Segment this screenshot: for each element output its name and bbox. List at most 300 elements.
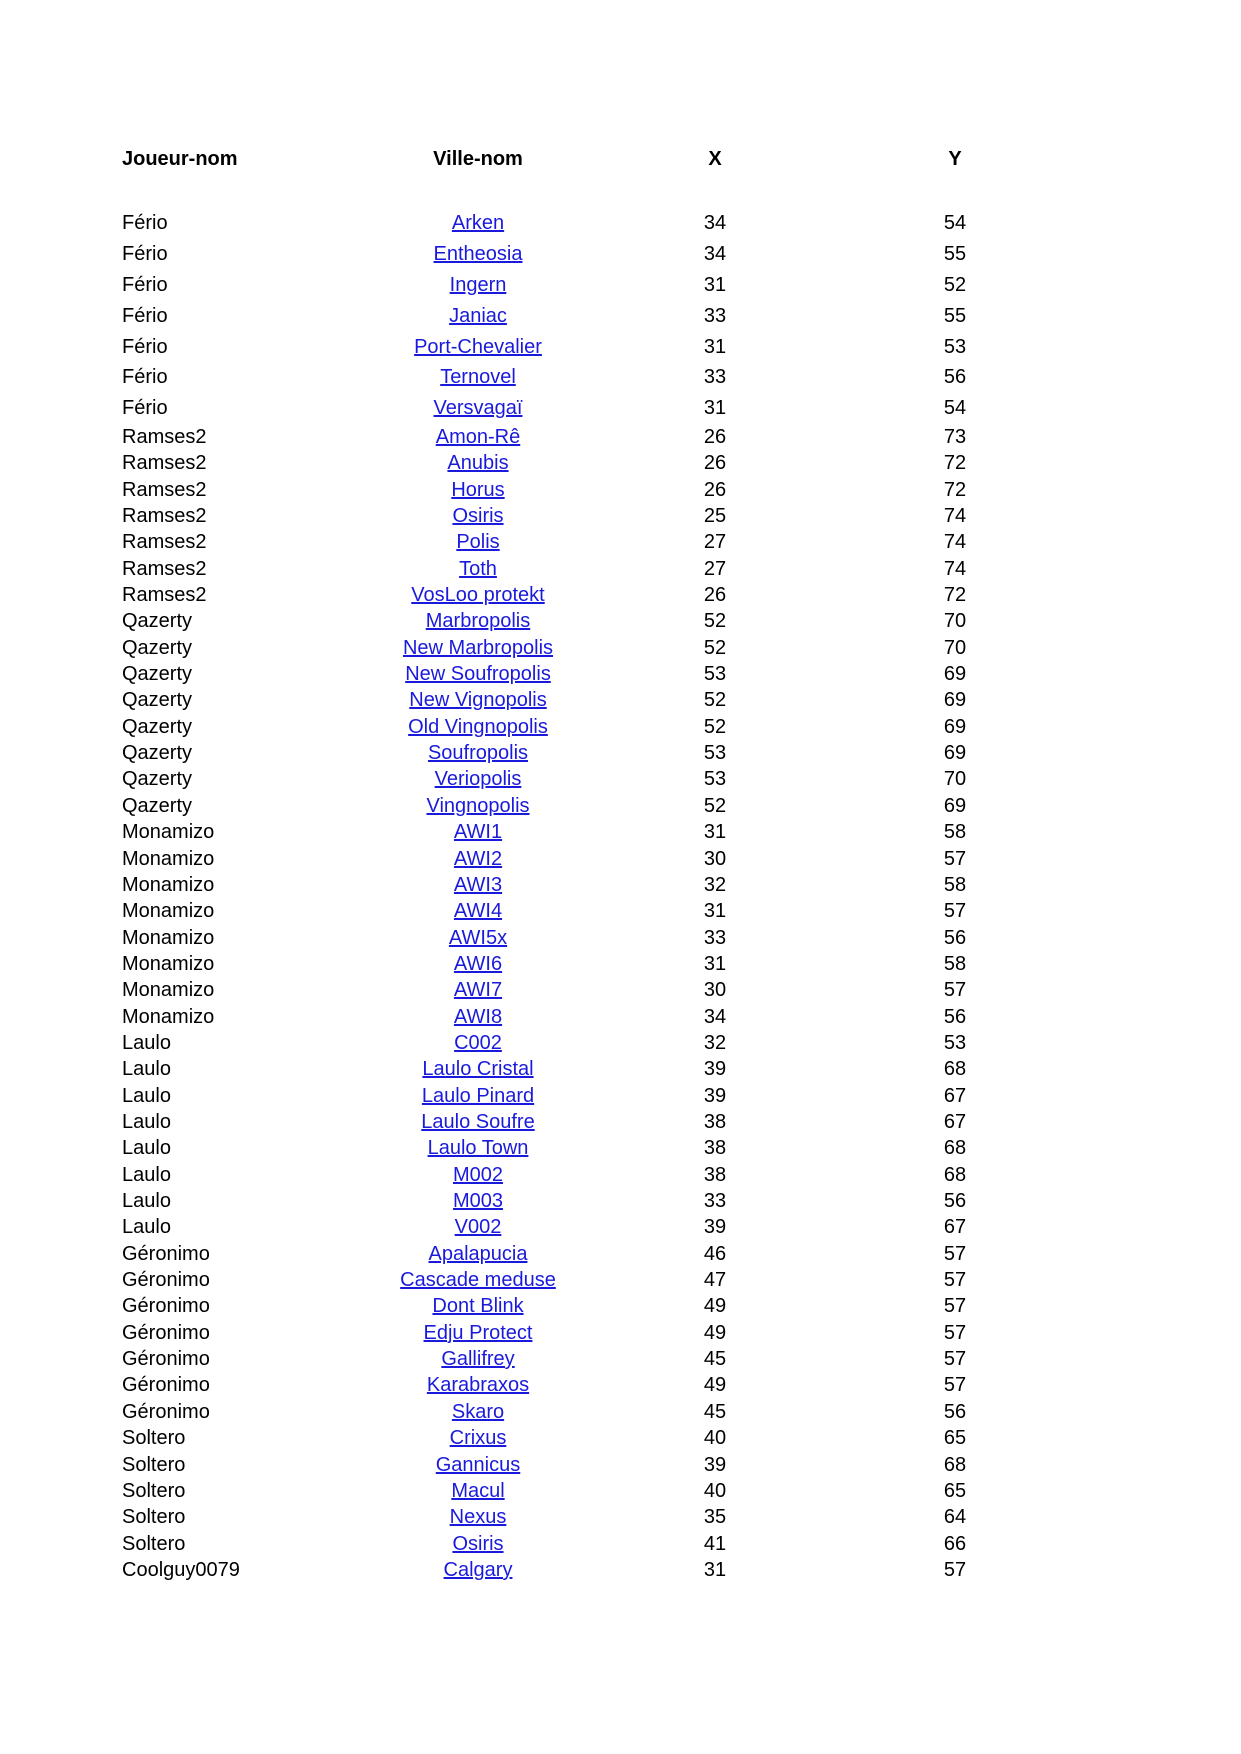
x-coordinate: 39: [703, 1058, 727, 1080]
y-coordinate: 57: [943, 1348, 967, 1370]
x-coordinate: 27: [703, 531, 727, 553]
player-name: Ramses2: [122, 426, 207, 448]
y-coordinate: 72: [943, 452, 967, 474]
city-link[interactable]: Macul: [451, 1480, 505, 1502]
player-name: Monamizo: [122, 900, 215, 922]
y-coordinate: 66: [943, 1533, 967, 1555]
y-coordinate: 53: [943, 336, 967, 358]
x-coordinate: 40: [703, 1427, 727, 1449]
city-link[interactable]: M003: [452, 1190, 504, 1212]
y-coordinate: 58: [943, 953, 967, 975]
player-name: Fério: [122, 243, 168, 265]
x-coordinate: 39: [703, 1216, 727, 1238]
city-link-cell: [360, 395, 596, 421]
table-row: [0, 1214, 1241, 1240]
x-coordinate: 53: [703, 742, 727, 764]
y-coordinate: 68: [943, 1058, 967, 1080]
player-name: Soltero: [122, 1427, 186, 1449]
x-coordinate: 26: [703, 479, 727, 501]
x-coordinate: 33: [703, 1190, 727, 1212]
header-player: Joueur-nom: [122, 148, 238, 170]
x-coordinate: 38: [703, 1111, 727, 1133]
city-link-cell: [360, 1531, 596, 1557]
y-coordinate: 54: [943, 212, 967, 234]
player-name: Géronimo: [122, 1374, 210, 1396]
y-coordinate: 57: [943, 1243, 967, 1265]
table-row: [0, 1557, 1241, 1583]
city-link-cell: [360, 1135, 596, 1161]
y-coordinate: 70: [943, 637, 967, 659]
table-row: [0, 635, 1241, 661]
x-coordinate: 49: [703, 1322, 727, 1344]
y-coordinate: 57: [943, 979, 967, 1001]
city-link-cell: [360, 450, 596, 476]
y-coordinate: 74: [943, 558, 967, 580]
city-link-cell: [360, 556, 596, 582]
city-link[interactable]: AWI5x: [448, 927, 508, 949]
player-name: Fério: [122, 305, 168, 327]
x-coordinate: 26: [703, 426, 727, 448]
player-name: Qazerty: [122, 716, 193, 738]
city-link[interactable]: Dont Blink: [432, 1295, 524, 1317]
city-link-cell: [360, 303, 596, 329]
table-row: [0, 1135, 1241, 1161]
player-name: Laulo: [122, 1137, 171, 1159]
city-link-cell: [360, 1399, 596, 1425]
y-coordinate: 67: [943, 1085, 967, 1107]
x-coordinate: 31: [703, 821, 727, 843]
table-row: [0, 1083, 1241, 1109]
y-coordinate: 57: [943, 1295, 967, 1317]
y-coordinate: 55: [943, 243, 967, 265]
table-row: [0, 608, 1241, 634]
table-row: [0, 1478, 1241, 1504]
city-link-cell: [360, 608, 596, 634]
city-link[interactable]: Apalapucia: [428, 1243, 528, 1265]
table-row: [0, 303, 1241, 329]
table-row: [0, 1452, 1241, 1478]
table-row: [0, 714, 1241, 740]
y-coordinate: 58: [943, 821, 967, 843]
table-row: [0, 1425, 1241, 1451]
y-coordinate: 70: [943, 610, 967, 632]
table-row: [0, 1320, 1241, 1346]
city-link[interactable]: AWI2: [453, 848, 503, 870]
x-coordinate: 52: [703, 610, 727, 632]
y-coordinate: 56: [943, 366, 967, 388]
y-coordinate: 68: [943, 1454, 967, 1476]
x-coordinate: 31: [703, 953, 727, 975]
city-link[interactable]: Veriopolis: [434, 768, 522, 790]
x-coordinate: 39: [703, 1454, 727, 1476]
city-link-cell: [360, 1372, 596, 1398]
y-coordinate: 69: [943, 663, 967, 685]
player-name: Laulo: [122, 1111, 171, 1133]
city-link[interactable]: Old Vingnopolis: [408, 716, 548, 738]
player-name: Qazerty: [122, 610, 193, 632]
city-link[interactable]: AWI7: [453, 979, 503, 1001]
player-name: Fério: [122, 212, 168, 234]
x-coordinate: 31: [703, 274, 727, 296]
city-link-cell: [360, 424, 596, 450]
table-row: [0, 582, 1241, 608]
x-coordinate: 31: [703, 1559, 727, 1581]
player-name: Monamizo: [122, 848, 215, 870]
player-name: Fério: [122, 366, 168, 388]
city-link-cell: [360, 1293, 596, 1319]
x-coordinate: 32: [703, 1032, 727, 1054]
player-name: Monamizo: [122, 1006, 215, 1028]
header-x: X: [708, 148, 722, 170]
city-link-cell: [360, 1109, 596, 1135]
table-row: [0, 898, 1241, 924]
city-link[interactable]: AWI6: [453, 953, 503, 975]
table-row: [0, 556, 1241, 582]
y-coordinate: 57: [943, 848, 967, 870]
table-row: [0, 334, 1241, 360]
x-coordinate: 53: [703, 768, 727, 790]
player-name: Qazerty: [122, 795, 193, 817]
city-link[interactable]: Vingnopolis: [426, 795, 530, 817]
x-coordinate: 34: [703, 212, 727, 234]
city-link-cell: [360, 872, 596, 898]
table-row: [0, 1531, 1241, 1557]
x-coordinate: 25: [703, 505, 727, 527]
player-name: Qazerty: [122, 689, 193, 711]
table-row: [0, 951, 1241, 977]
y-coordinate: 55: [943, 305, 967, 327]
player-name: Ramses2: [122, 558, 207, 580]
table-row: [0, 1056, 1241, 1082]
city-link[interactable]: Laulo Pinard: [421, 1085, 535, 1107]
x-coordinate: 34: [703, 1006, 727, 1028]
player-name: Qazerty: [122, 742, 193, 764]
city-link-cell: [360, 1425, 596, 1451]
table-row: [0, 1004, 1241, 1030]
y-coordinate: 56: [943, 1006, 967, 1028]
player-name: Soltero: [122, 1480, 186, 1502]
city-link[interactable]: Arken: [451, 212, 505, 234]
y-coordinate: 72: [943, 479, 967, 501]
city-link[interactable]: Gannicus: [435, 1454, 521, 1476]
player-name: Qazerty: [122, 663, 193, 685]
player-name: Monamizo: [122, 979, 215, 1001]
x-coordinate: 38: [703, 1164, 727, 1186]
city-link-cell: [360, 241, 596, 267]
city-link[interactable]: AWI3: [453, 874, 503, 896]
city-link-cell: [360, 1557, 596, 1583]
y-coordinate: 56: [943, 1401, 967, 1423]
y-coordinate: 65: [943, 1427, 967, 1449]
city-link[interactable]: Osiris: [452, 505, 504, 527]
x-coordinate: 31: [703, 900, 727, 922]
x-coordinate: 26: [703, 584, 727, 606]
player-name: Monamizo: [122, 874, 215, 896]
city-link-cell: [360, 582, 596, 608]
y-coordinate: 57: [943, 1269, 967, 1291]
y-coordinate: 56: [943, 1190, 967, 1212]
city-link-cell: [360, 1267, 596, 1293]
city-link[interactable]: Soufropolis: [427, 742, 529, 764]
city-link[interactable]: VosLoo protekt: [411, 584, 545, 606]
x-coordinate: 52: [703, 689, 727, 711]
table-row: [0, 450, 1241, 476]
city-link[interactable]: Anubis: [447, 452, 509, 474]
y-coordinate: 68: [943, 1137, 967, 1159]
city-link-cell: [360, 272, 596, 298]
player-name: Fério: [122, 274, 168, 296]
y-coordinate: 72: [943, 584, 967, 606]
x-coordinate: 39: [703, 1085, 727, 1107]
player-name: Ramses2: [122, 505, 207, 527]
table-row: [0, 766, 1241, 792]
player-name: Soltero: [122, 1533, 186, 1555]
city-link[interactable]: Calgary: [443, 1559, 513, 1581]
table-row: [0, 1399, 1241, 1425]
city-link-cell: [360, 766, 596, 792]
y-coordinate: 69: [943, 795, 967, 817]
city-link-cell: [360, 1004, 596, 1030]
table-row: [0, 1504, 1241, 1530]
table-row: [0, 819, 1241, 845]
player-name: Ramses2: [122, 452, 207, 474]
y-coordinate: 57: [943, 1559, 967, 1581]
table-row: [0, 661, 1241, 687]
city-link[interactable]: Laulo Town: [427, 1137, 529, 1159]
table-row: [0, 424, 1241, 450]
city-link[interactable]: AWI1: [453, 821, 503, 843]
table-row: [0, 1267, 1241, 1293]
x-coordinate: 45: [703, 1348, 727, 1370]
table-row: [0, 1109, 1241, 1135]
city-link[interactable]: Marbropolis: [425, 610, 531, 632]
city-link-cell: [360, 1083, 596, 1109]
x-coordinate: 31: [703, 336, 727, 358]
table-row: [0, 687, 1241, 713]
city-link[interactable]: Skaro: [451, 1401, 505, 1423]
city-link-cell: [360, 210, 596, 236]
city-link[interactable]: Karabraxos: [426, 1374, 530, 1396]
city-link-cell: [360, 1478, 596, 1504]
player-name: Ramses2: [122, 479, 207, 501]
city-link[interactable]: Port-Chevalier: [414, 336, 542, 358]
y-coordinate: 69: [943, 742, 967, 764]
city-link-cell: [360, 793, 596, 819]
table-row: [0, 740, 1241, 766]
player-name: Laulo: [122, 1032, 171, 1054]
table-row: [0, 529, 1241, 555]
city-link[interactable]: New Soufropolis: [405, 663, 551, 685]
city-link[interactable]: New Vignopolis: [409, 689, 547, 711]
table-row: [0, 272, 1241, 298]
city-link-cell: [360, 1188, 596, 1214]
city-link-cell: [360, 635, 596, 661]
city-link-cell: [360, 1346, 596, 1372]
city-link[interactable]: Ternovel: [440, 366, 516, 388]
city-link-cell: [360, 503, 596, 529]
city-link[interactable]: Versvagaï: [433, 397, 523, 419]
city-link[interactable]: Gallifrey: [441, 1348, 515, 1370]
city-link[interactable]: Cascade meduse: [400, 1269, 556, 1291]
table-row: [0, 1346, 1241, 1372]
city-link-cell: [360, 687, 596, 713]
x-coordinate: 47: [703, 1269, 727, 1291]
x-coordinate: 52: [703, 795, 727, 817]
x-coordinate: 52: [703, 637, 727, 659]
table-header: [0, 148, 1241, 178]
y-coordinate: 67: [943, 1216, 967, 1238]
player-name: Géronimo: [122, 1401, 210, 1423]
y-coordinate: 69: [943, 716, 967, 738]
player-name: Fério: [122, 397, 168, 419]
player-name: Ramses2: [122, 584, 207, 606]
y-coordinate: 53: [943, 1032, 967, 1054]
x-coordinate: 45: [703, 1401, 727, 1423]
city-link-cell: [360, 1320, 596, 1346]
y-coordinate: 57: [943, 1374, 967, 1396]
x-coordinate: 26: [703, 452, 727, 474]
y-coordinate: 54: [943, 397, 967, 419]
x-coordinate: 35: [703, 1506, 727, 1528]
header-city: Ville-nom: [433, 148, 523, 170]
city-link[interactable]: Crixus: [449, 1427, 507, 1449]
y-coordinate: 70: [943, 768, 967, 790]
city-link[interactable]: C002: [454, 1032, 502, 1054]
table-row: [0, 925, 1241, 951]
city-link-cell: [360, 1452, 596, 1478]
city-link[interactable]: Osiris: [452, 1533, 504, 1555]
table-row: [0, 1241, 1241, 1267]
x-coordinate: 41: [703, 1533, 727, 1555]
player-name: Géronimo: [122, 1269, 210, 1291]
x-coordinate: 33: [703, 927, 727, 949]
player-name: Laulo: [122, 1058, 171, 1080]
city-link-cell: [360, 1504, 596, 1530]
player-name: Géronimo: [122, 1295, 210, 1317]
city-link-cell: [360, 1030, 596, 1056]
city-link[interactable]: Janiac: [449, 305, 507, 327]
city-link[interactable]: New Marbropolis: [402, 637, 554, 659]
city-link-cell: [360, 951, 596, 977]
header-y: Y: [948, 148, 962, 170]
table-row: [0, 210, 1241, 236]
city-link[interactable]: Entheosia: [433, 243, 523, 265]
y-coordinate: 68: [943, 1164, 967, 1186]
y-coordinate: 73: [943, 426, 967, 448]
table-row: [0, 1188, 1241, 1214]
table-row: [0, 1162, 1241, 1188]
table-row: [0, 364, 1241, 390]
table-row: [0, 872, 1241, 898]
x-coordinate: 49: [703, 1295, 727, 1317]
table-row: [0, 241, 1241, 267]
player-name: Monamizo: [122, 927, 215, 949]
player-name: Laulo: [122, 1164, 171, 1186]
player-name: Qazerty: [122, 637, 193, 659]
city-link[interactable]: M002: [452, 1164, 504, 1186]
x-coordinate: 33: [703, 366, 727, 388]
table-row: [0, 503, 1241, 529]
y-coordinate: 57: [943, 900, 967, 922]
city-link[interactable]: V002: [454, 1216, 502, 1238]
player-name: Géronimo: [122, 1243, 210, 1265]
city-link-cell: [360, 925, 596, 951]
city-link-cell: [360, 977, 596, 1003]
city-link-cell: [360, 1214, 596, 1240]
y-coordinate: 69: [943, 689, 967, 711]
city-link[interactable]: AWI8: [453, 1006, 503, 1028]
city-link-cell: [360, 1056, 596, 1082]
city-link-cell: [360, 661, 596, 687]
x-coordinate: 30: [703, 979, 727, 1001]
x-coordinate: 53: [703, 663, 727, 685]
x-coordinate: 38: [703, 1137, 727, 1159]
x-coordinate: 40: [703, 1480, 727, 1502]
city-link-cell: [360, 334, 596, 360]
city-link-cell: [360, 714, 596, 740]
player-name: Laulo: [122, 1216, 171, 1238]
x-coordinate: 52: [703, 716, 727, 738]
city-link[interactable]: Polis: [456, 531, 500, 553]
y-coordinate: 57: [943, 1322, 967, 1344]
player-name: Qazerty: [122, 768, 193, 790]
table-row: [0, 477, 1241, 503]
city-link-cell: [360, 477, 596, 503]
city-link[interactable]: Amon-Rê: [435, 426, 521, 448]
city-link[interactable]: Edju Protect: [423, 1322, 533, 1344]
city-link-cell: [360, 364, 596, 390]
table-row: [0, 977, 1241, 1003]
player-name: Fério: [122, 336, 168, 358]
player-name: Laulo: [122, 1085, 171, 1107]
city-link[interactable]: AWI4: [453, 900, 503, 922]
player-name: Coolguy0079: [122, 1559, 240, 1581]
table-row: [0, 846, 1241, 872]
city-link[interactable]: Horus: [451, 479, 505, 501]
table-row: [0, 1293, 1241, 1319]
table-row: [0, 1030, 1241, 1056]
city-link-cell: [360, 898, 596, 924]
city-link[interactable]: Ingern: [449, 274, 507, 296]
y-coordinate: 64: [943, 1506, 967, 1528]
x-coordinate: 27: [703, 558, 727, 580]
player-name: Géronimo: [122, 1322, 210, 1344]
player-name: Géronimo: [122, 1348, 210, 1370]
city-link-cell: [360, 1241, 596, 1267]
x-coordinate: 30: [703, 848, 727, 870]
city-link-cell: [360, 1162, 596, 1188]
player-name: Soltero: [122, 1506, 186, 1528]
y-coordinate: 65: [943, 1480, 967, 1502]
y-coordinate: 74: [943, 505, 967, 527]
city-link[interactable]: Toth: [459, 558, 497, 580]
city-link-cell: [360, 846, 596, 872]
city-link[interactable]: Nexus: [449, 1506, 507, 1528]
city-link[interactable]: Laulo Soufre: [421, 1111, 535, 1133]
x-coordinate: 34: [703, 243, 727, 265]
table-row: [0, 1372, 1241, 1398]
player-name: Monamizo: [122, 953, 215, 975]
city-link-cell: [360, 529, 596, 555]
y-coordinate: 67: [943, 1111, 967, 1133]
city-link[interactable]: Laulo Cristal: [422, 1058, 534, 1080]
player-name: Ramses2: [122, 531, 207, 553]
y-coordinate: 52: [943, 274, 967, 296]
y-coordinate: 74: [943, 531, 967, 553]
y-coordinate: 58: [943, 874, 967, 896]
table-row: [0, 395, 1241, 421]
x-coordinate: 33: [703, 305, 727, 327]
